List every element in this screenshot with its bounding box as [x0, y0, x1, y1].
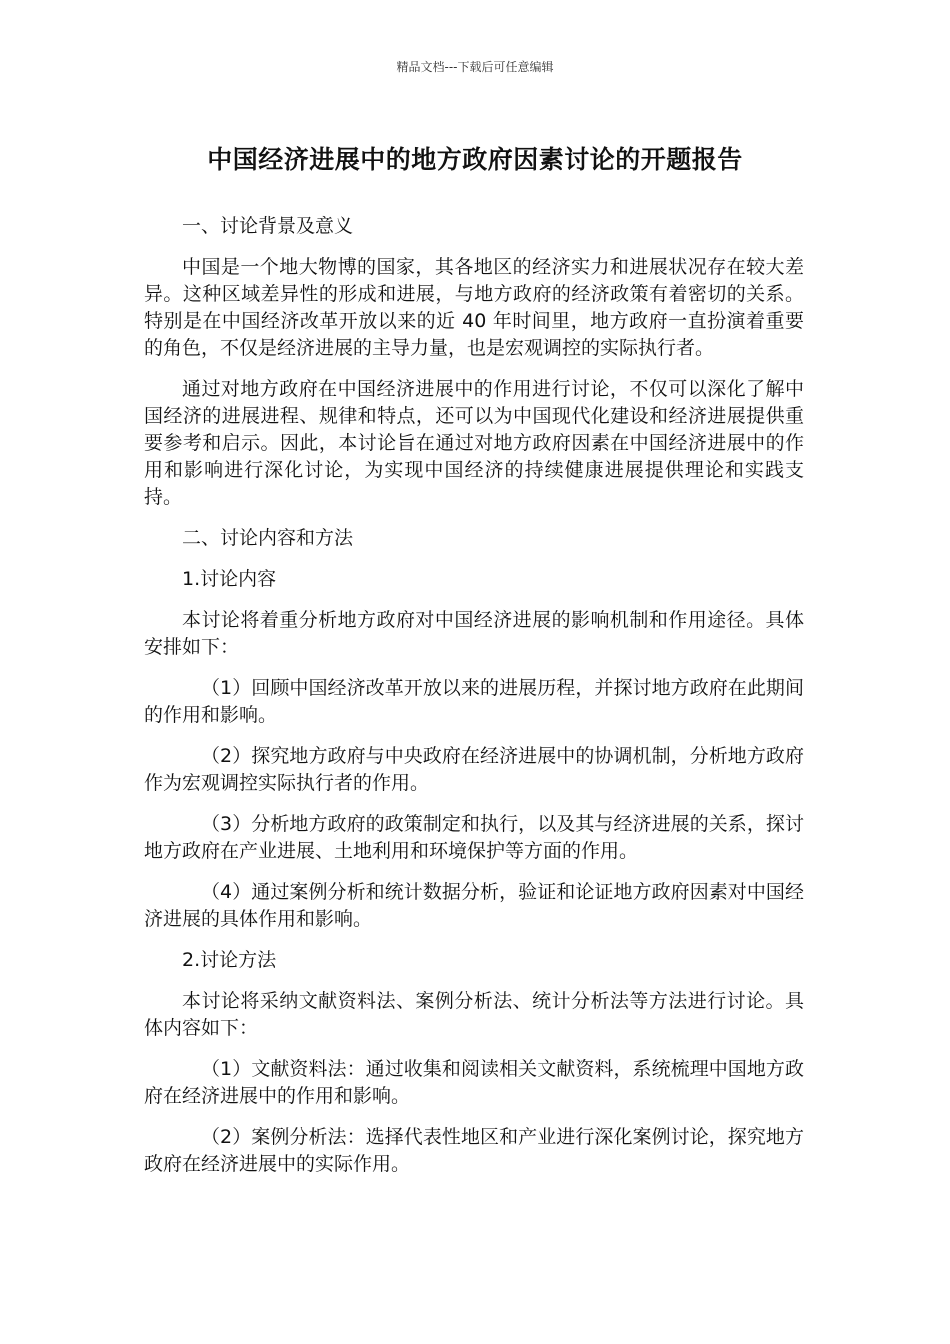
list-item: （2）案例分析法：选择代表性地区和产业进行深化案例讨论，探究地方政府在经济进展中的实际作用。: [144, 1126, 804, 1175]
paragraph: 本讨论将采纳文献资料法、案例分析法、统计分析法等方法进行讨论。具体内容如下：: [144, 990, 804, 1039]
section-heading-content-methods: 二、讨论内容和方法: [182, 527, 354, 549]
paragraph: 本讨论将着重分析地方政府对中国经济进展的影响机制和作用途径。具体安排如下：: [144, 609, 804, 658]
subsection-heading-content: 1.讨论内容: [182, 568, 277, 590]
document-header-note: 精品文档---下载后可任意编辑: [396, 60, 554, 74]
list-item: （1）文献资料法：通过收集和阅读相关文献资料，系统梳理中国地方政府在经济进展中的作用和影响。: [144, 1058, 804, 1107]
list-item: （2）探究地方政府与中央政府在经济进展中的协调机制，分析地方政府作为宏观调控实际执行者的作用。: [144, 745, 804, 794]
subsection-heading-methods: 2.讨论方法: [182, 949, 277, 971]
list-item: （3）分析地方政府的政策制定和执行，以及其与经济进展的关系，探讨地方政府在产业进展、土地利用和环境保护等方面的作用。: [144, 813, 804, 862]
document-title: 中国经济进展中的地方政府因素讨论的开题报告: [207, 145, 743, 174]
list-item: （4）通过案例分析和统计数据分析，验证和论证地方政府因素对中国经济进展的具体作用和影响。: [144, 881, 804, 930]
list-item: （1）回顾中国经济改革开放以来的进展历程，并探讨地方政府在此期间的作用和影响。: [144, 677, 804, 726]
paragraph: 通过对地方政府在中国经济进展中的作用进行讨论，不仅可以深化了解中国经济的进展进程、规律和特点，还可以为中国现代化建设和经济进展提供重要参考和启示。因此，本讨论旨在通过对地方政府因素在中国经济进展中的作用和影响进行深化讨论，为实现中国经济的持续健康进展提供理论和实践支持。: [144, 378, 804, 508]
paragraph: 中国是一个地大物博的国家，其各地区的经济实力和进展状况存在较大差异。这种区域差异性的形成和进展，与地方政府的经济政策有着密切的关系。特别是在中国经济改革开放以来的近 40 年时间里，地方政府一直扮演着重要的角色，不仅是经济进展的主导力量，也是宏观调控的实际执行者。: [144, 256, 804, 359]
section-heading-background: 一、讨论背景及意义: [182, 215, 354, 237]
document-body: [144, 213, 804, 1192]
